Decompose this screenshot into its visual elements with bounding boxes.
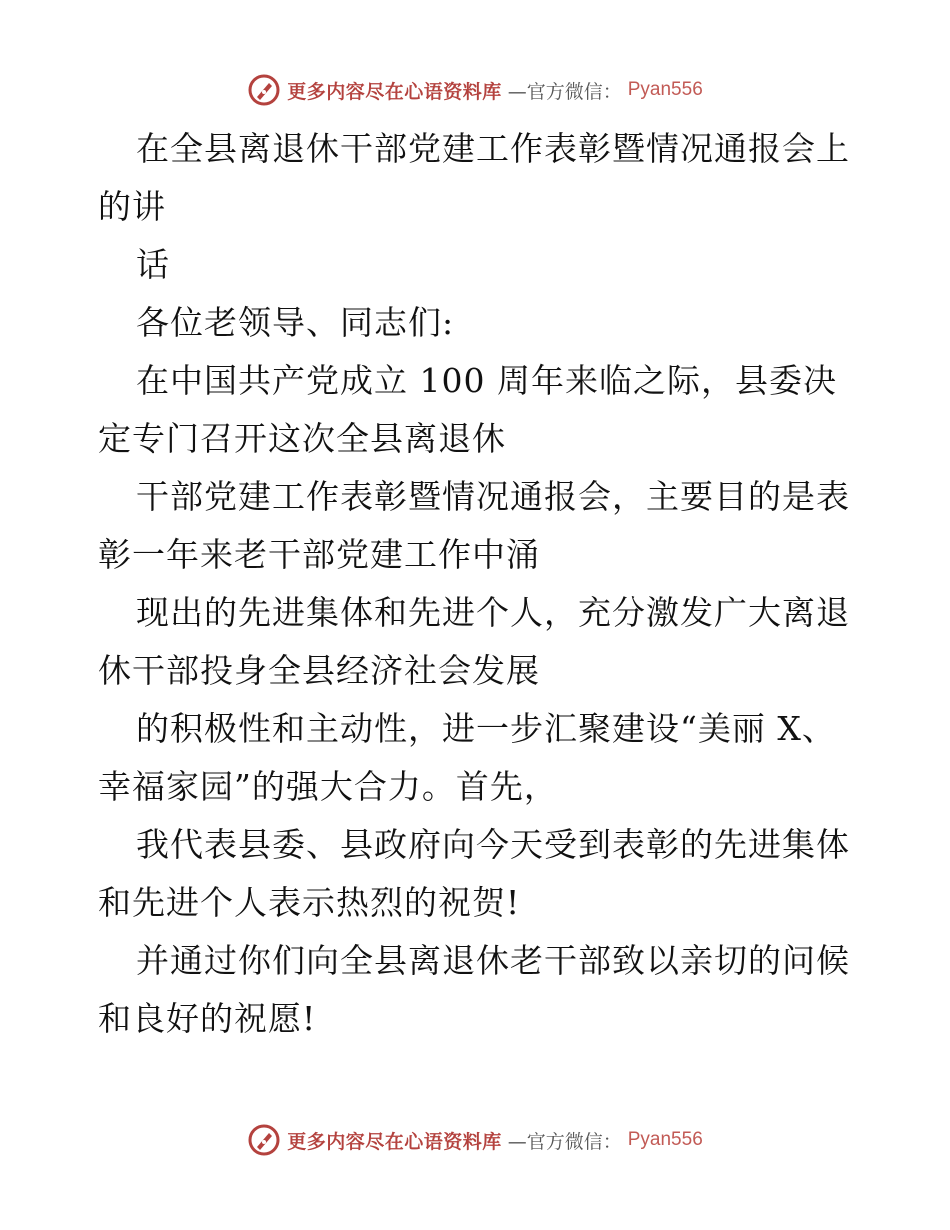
title-line-3: 话: [136, 245, 170, 284]
watermark-id-text: Pyan556: [627, 79, 703, 100]
paragraph-line: 的积极性和主动性，进一步汇聚建设“美丽 X、: [136, 709, 836, 748]
paragraph-line: 现出的先进集体和先进个人，充分激发广大离退: [136, 593, 850, 632]
salutation: 各位老领导、同志们:: [136, 303, 455, 342]
paragraph-line: 并通过你们向全县离退休老干部致以亲切的问候: [136, 941, 850, 980]
paragraph-line: 幸福家园”的强大合力。首先，: [98, 767, 558, 806]
document-body: [98, 120, 858, 1048]
watermark-sub-text: —官方微信：: [507, 1130, 622, 1153]
watermark-sub-text: —官方微信：: [507, 80, 622, 103]
paragraph-line: 和良好的祝愿!: [98, 999, 317, 1038]
paragraph-line: 定专门召开这次全县离退休: [98, 419, 506, 458]
watermark-main-text: 更多内容尽在心语资料库: [287, 80, 502, 103]
title-line-2: 的讲: [98, 187, 166, 226]
pen-nib-logo-icon: [247, 73, 281, 107]
paragraph-line: 休干部投身全县经济社会发展: [98, 651, 540, 690]
paragraph-line: 我代表县委、县政府向今天受到表彰的先进集体: [136, 825, 850, 864]
title-line-1: 在全县离退休干部党建工作表彰暨情况通报会上: [136, 129, 850, 168]
paragraph-line: 在中国共产党成立 100 周年来临之际，县委决: [136, 361, 837, 400]
watermark-main-text: 更多内容尽在心语资料库: [287, 1130, 502, 1153]
footer-watermark: [0, 1120, 950, 1160]
paragraph-line: 彰一年来老干部党建工作中涌: [98, 535, 540, 574]
watermark-id-text: Pyan556: [627, 1129, 703, 1150]
pen-nib-logo-icon: [247, 1123, 281, 1157]
header-watermark: [0, 70, 950, 110]
paragraph-line: 和先进个人表示热烈的祝贺!: [98, 883, 521, 922]
paragraph-line: 干部党建工作表彰暨情况通报会，主要目的是表: [136, 477, 850, 516]
